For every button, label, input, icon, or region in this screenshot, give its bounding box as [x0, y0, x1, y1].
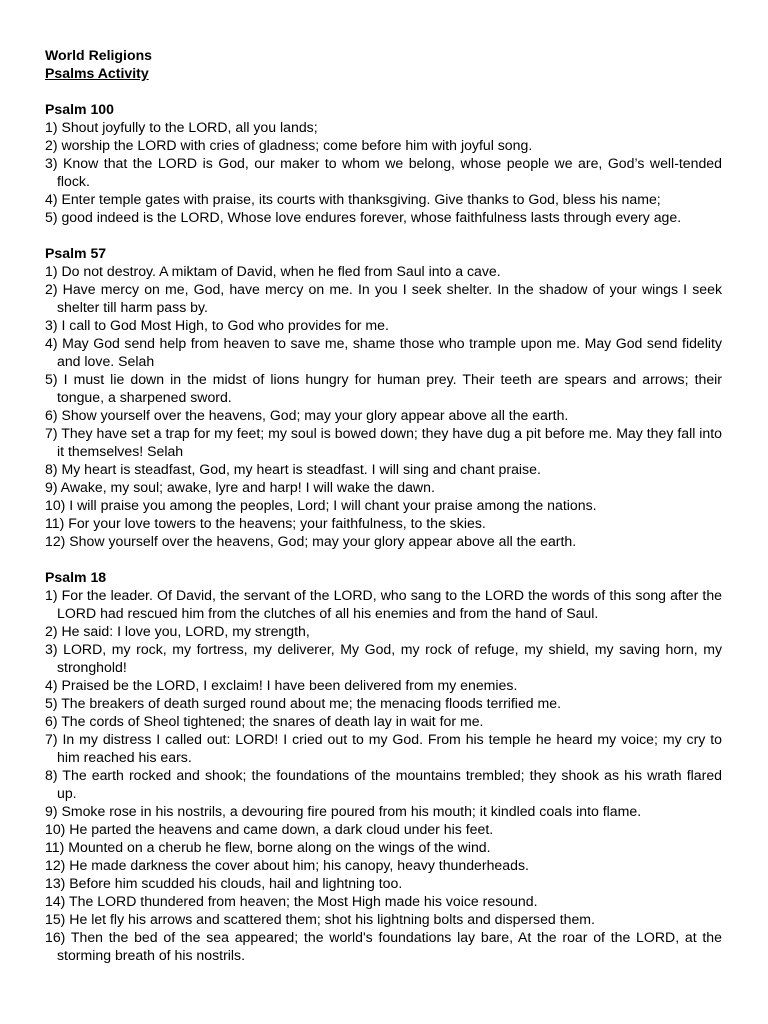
- verse: 6) The cords of Sheol tightened; the snares of death lay in wait for me.: [45, 713, 484, 729]
- verse: 1) For the leader. Of David, the servant of the LORD, who sang to the LORD the words of this song after the LORD had rescued him from the clutches of all his enemies and from the hand of Saul.: [45, 587, 722, 621]
- verse: 5) The breakers of death surged round about me; the menacing floods terrified me.: [45, 695, 562, 711]
- verse-list: [45, 586, 722, 964]
- verse: 2) Have mercy on me, God, have mercy on me. In you I seek shelter. In the shadow of your wings I seek shelter till harm pass by.: [45, 281, 722, 315]
- verse: 9) Awake, my soul; awake, lyre and harp! I will wake the dawn.: [45, 479, 435, 495]
- verse: 4) May God send help from heaven to save me, shame those who trample upon me. May God send fidelity and love. Selah: [45, 335, 722, 369]
- verse: 12) Show yourself over the heavens, God; may your glory appear above all the earth.: [45, 533, 577, 549]
- verse-list: [45, 118, 722, 226]
- verse: 3) LORD, my rock, my fortress, my deliverer, My God, my rock of refuge, my shield, my saving horn, my stronghold!: [45, 641, 722, 675]
- verse: 4) Enter temple gates with praise, its courts with thanksgiving. Give thanks to God, bless his name;: [45, 191, 661, 207]
- verse: 5) I must lie down in the midst of lions hungry for human prey. Their teeth are spears and arrows; their tongue, a sharpened sword.: [45, 371, 722, 405]
- psalm-title: Psalm 57: [45, 245, 107, 261]
- psalm-title: Psalm 18: [45, 569, 107, 585]
- verse: 12) He made darkness the cover about him; his canopy, heavy thunderheads.: [45, 857, 529, 873]
- psalm-title: Psalm 100: [45, 101, 114, 117]
- verse: 4) Praised be the LORD, I exclaim! I have been delivered from my enemies.: [45, 677, 518, 693]
- verse: 8) My heart is steadfast, God, my heart is steadfast. I will sing and chant praise.: [45, 461, 541, 477]
- verse: 10) He parted the heavens and came down, a dark cloud under his feet.: [45, 821, 494, 837]
- verse: 2) He said: I love you, LORD, my strength,: [45, 623, 310, 639]
- verse: 1) Do not destroy. A miktam of David, when he fled from Saul into a cave.: [45, 263, 501, 279]
- verse: 11) Mounted on a cherub he flew, borne along on the wings of the wind.: [45, 839, 491, 855]
- verse-list: [45, 262, 722, 550]
- verse: 7) They have set a trap for my feet; my soul is bowed down; they have dug a pit before me. May they fall into it themselves! Selah: [45, 425, 722, 459]
- verse: 5) good indeed is the LORD, Whose love endures forever, whose faithfulness lasts through every age.: [45, 209, 682, 225]
- verse: 6) Show yourself over the heavens, God; may your glory appear above all the earth.: [45, 407, 569, 423]
- psalm-section: [45, 568, 722, 964]
- verse: 14) The LORD thundered from heaven; the Most High made his voice resound.: [45, 893, 538, 909]
- verse: 11) For your love towers to the heavens; your faithfulness, to the skies.: [45, 515, 486, 531]
- verse: 9) Smoke rose in his nostrils, a devouring fire poured from his mouth; it kindled coals into flame.: [45, 803, 642, 819]
- verse: 15) He let fly his arrows and scattered them; shot his lightning bolts and dispersed them.: [45, 911, 595, 927]
- verse: 2) worship the LORD with cries of gladness; come before him with joyful song.: [45, 137, 533, 153]
- verse: 10) I will praise you among the peoples, Lord; I will chant your praise among the nations.: [45, 497, 597, 513]
- verse: 3) I call to God Most High, to God who provides for me.: [45, 317, 389, 333]
- verse: 13) Before him scudded his clouds, hail and lightning too.: [45, 875, 403, 891]
- verse: 1) Shout joyfully to the LORD, all you lands;: [45, 119, 318, 135]
- verse: 8) The earth rocked and shook; the foundations of the mountains trembled; they shook as his wrath flared up.: [45, 767, 722, 801]
- activity-title: Psalms Activity: [45, 65, 149, 81]
- course-title: World Religions: [45, 47, 153, 63]
- verse: 16) Then the bed of the sea appeared; the world's foundations lay bare, At the roar of the LORD, at the storming breath of his nostrils.: [45, 929, 722, 963]
- psalm-section: [45, 244, 722, 550]
- verse: 3) Know that the LORD is God, our maker to whom we belong, whose people we are, God’s well-tended flock.: [45, 155, 722, 189]
- verse: 7) In my distress I called out: LORD! I cried out to my God. From his temple he heard my voice; my cry to him reached his ears.: [45, 731, 722, 765]
- document-page: [45, 46, 722, 964]
- psalm-section: [45, 100, 722, 226]
